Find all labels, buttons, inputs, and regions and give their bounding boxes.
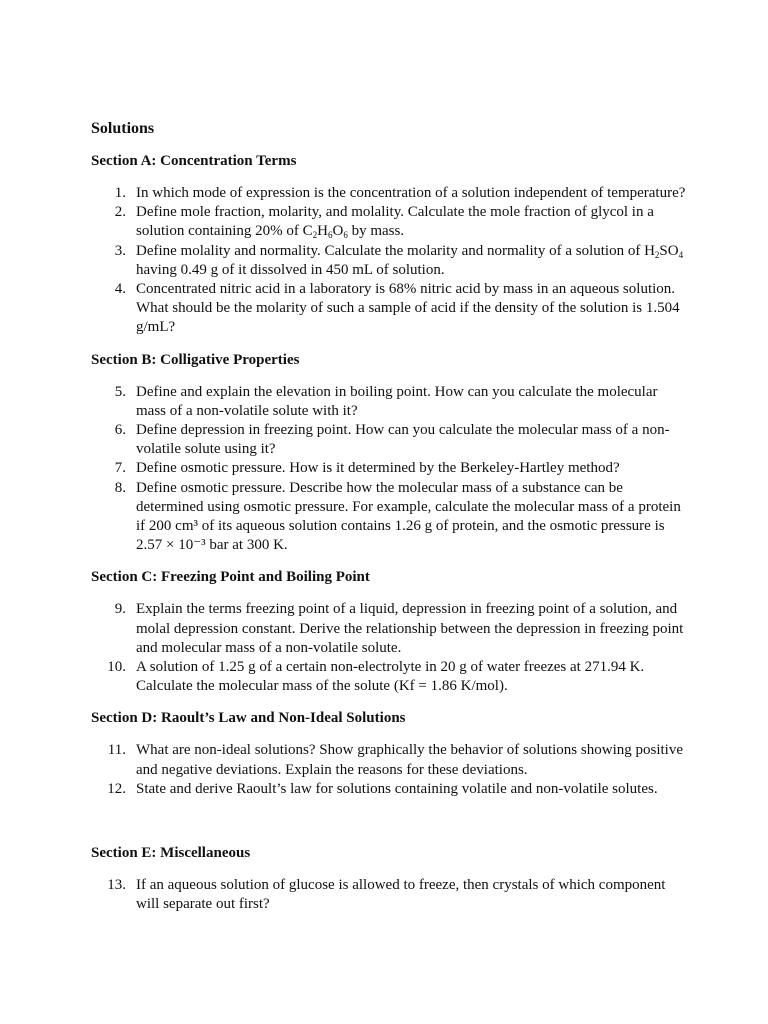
question-number: 11.	[107, 742, 126, 759]
question-number: 13.	[107, 877, 126, 894]
question-text: Concentrated nitric acid in a laboratory is 68% nitric acid by mass in an aqueous solution. What should be the molarity of such a sample of acid if the density of the solution is 1.504 g/mL?	[136, 281, 680, 336]
question-text: Define osmotic pressure. Describe how the molecular mass of a substance can be determined using osmotic pressure. For example, calculate the molecular mass of a protein if 200 cm³ of its aqueous solution contains 1.26 g of protein, and the osmotic pressure is 2.57 × 10⁻³ bar at 300 K.	[136, 479, 681, 554]
question-8	[91, 479, 691, 556]
question-text: Define depression in freezing point. How can you calculate the molecular mass of a non-volatile solute using it?	[136, 422, 670, 458]
question-text: What are non-ideal solutions? Show graphically the behavior of solutions showing positive and negative deviations. Explain the reasons for these deviations.	[136, 742, 683, 778]
question-number: 5.	[114, 383, 126, 400]
question-text: Define and explain the elevation in boiling point. How can you calculate the molecular mass of a non-volatile solute with it?	[136, 383, 658, 419]
question-11	[91, 741, 691, 779]
question-text: In which mode of expression is the concentration of a solution independent of temperature?	[136, 185, 686, 201]
question-number: 4.	[114, 281, 126, 298]
question-text: Explain the terms freezing point of a liquid, depression in freezing point of a solution, and molal depression constant. Derive the relationship between the depression in freezing point and molecular mass of a non-volatile solute.	[136, 601, 684, 656]
section-c-heading: Section C: Freezing Point and Boiling Point	[91, 569, 370, 586]
question-text-end: by mass.	[347, 223, 405, 240]
question-7	[91, 459, 691, 478]
question-2	[91, 203, 691, 241]
section-e-questions	[91, 876, 691, 914]
question-number: 9.	[114, 601, 126, 618]
question-number: 6.	[114, 422, 126, 439]
section-b-questions	[91, 383, 691, 556]
section-d-heading: Section D: Raoult’s Law and Non-Ideal Solutions	[91, 710, 406, 727]
section-a-heading: Section A: Concentration Terms	[91, 153, 297, 169]
section-d-questions	[91, 741, 691, 799]
question-10	[91, 658, 691, 696]
question-number: 12.	[107, 780, 126, 797]
section-b-heading: Section B: Colligative Properties	[91, 351, 300, 368]
question-number: 7.	[114, 460, 126, 477]
sulfuric-acid-formula: $H_2SO_4$	[644, 242, 684, 260]
question-text-end: having 0.49 g of it dissolved in 450 mL of solution.	[136, 261, 445, 278]
question-text: If an aqueous solution of glucose is allowed to freeze, then crystals of which component will separate out first?	[136, 877, 666, 913]
question-number: 1.	[114, 185, 126, 201]
document-page	[91, 118, 691, 927]
question-12	[91, 780, 691, 799]
question-text-start: Define mole fraction, molarity, and molality. Calculate the mole fraction of glycol in a solution containing 20% of	[136, 204, 654, 240]
question-number: 3.	[114, 242, 126, 259]
section-a-questions	[91, 184, 691, 338]
question-4	[91, 280, 691, 338]
question-text: A solution of 1.25 g of a certain non-electrolyte in 20 g of water freezes at 271.94 K. Calculate the molecular mass of the solute (Kf = 1.86 K/mol).	[136, 659, 645, 695]
question-6	[91, 421, 691, 459]
question-13	[91, 876, 691, 914]
document-title: Solutions	[91, 120, 155, 137]
section-c-questions	[91, 600, 691, 696]
question-5	[91, 383, 691, 421]
question-number: 8.	[114, 479, 126, 496]
question-3	[91, 242, 691, 280]
question-1	[91, 184, 691, 203]
question-text: Define osmotic pressure. How is it determined by the Berkeley-Hartley method?	[136, 460, 620, 477]
section-spacer	[91, 812, 691, 844]
glycol-formula: $C_2H_6O_6$	[302, 223, 348, 241]
question-text-start: Define molality and normality. Calculate the molarity and normality of a solution of	[136, 242, 645, 259]
section-e-heading: Section E: Miscellaneous	[91, 845, 251, 862]
question-9	[91, 600, 691, 658]
question-number: 10.	[107, 659, 126, 676]
question-text: State and derive Raoult’s law for solutions containing volatile and non-volatile solutes.	[136, 780, 658, 797]
question-number: 2.	[114, 204, 126, 221]
